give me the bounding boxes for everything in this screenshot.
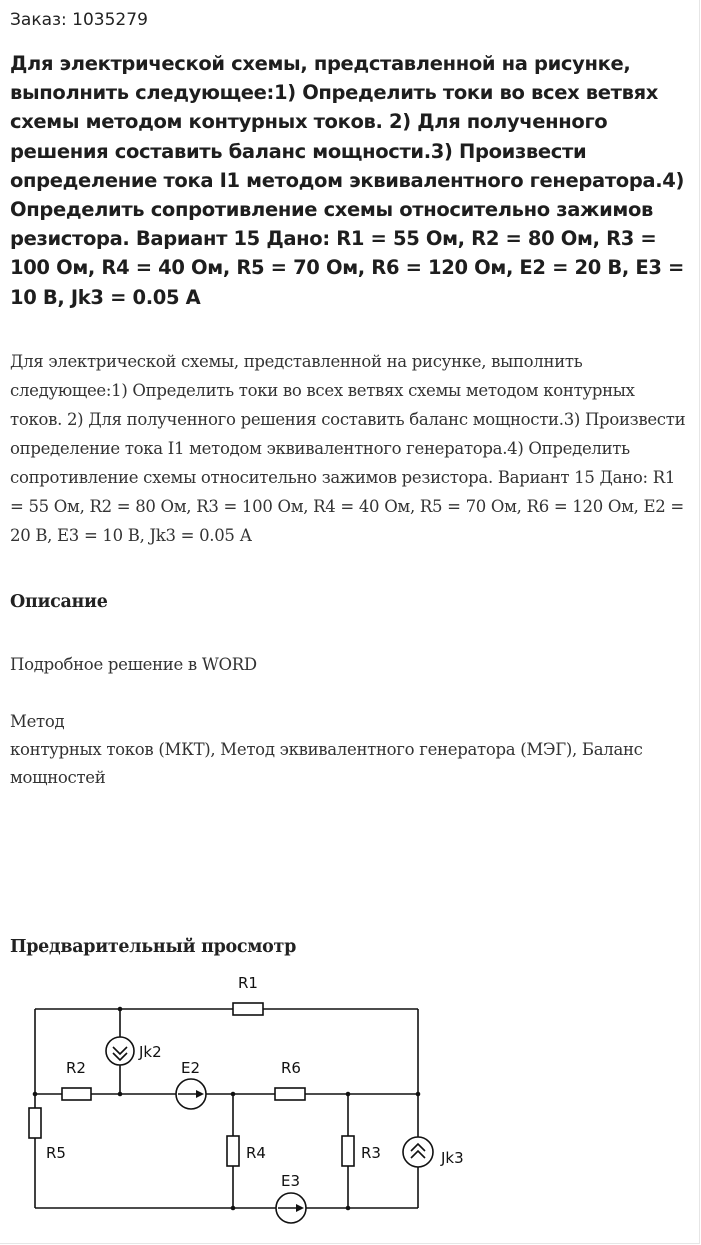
label-r3: R3 bbox=[361, 1144, 381, 1162]
resistor-r6 bbox=[275, 1088, 305, 1100]
description-heading: Описание bbox=[10, 592, 108, 612]
order-number: Заказ: 1035279 bbox=[10, 10, 148, 30]
page-title: Для электрической схемы, представленной на рисунке, выполнить следующее:1) Определить токи во всех ветвях схемы методом контурных токов. 2) Для полученного решения составить баланс мощности.3) Произвести определение тока I1 методом эквивалентного генератора.4) Определить сопротивление схемы относительно зажимов резистора. Вариант 15 Дано: R1 = 55 Ом, R2 = 80 Ом, R3 = 100 Ом, R4 = 40 Ом, R5 = 70 Ом, R6 = 120 Ом, E2 = 20 В, E3 = 10 В, Jk3 = 0.05 А bbox=[10, 52, 685, 309]
current-source-jk2 bbox=[106, 1037, 134, 1065]
label-r5: R5 bbox=[46, 1144, 66, 1162]
current-source-jk3 bbox=[403, 1137, 433, 1167]
methods-line: контурных токов (МКТ), Метод эквивалентного генератора (МЭГ), Баланс мощностей bbox=[10, 740, 643, 787]
preview-heading: Предварительный просмотр bbox=[10, 937, 297, 957]
resistor-r3 bbox=[342, 1136, 354, 1166]
resistor-r1 bbox=[233, 1003, 263, 1015]
label-r6: R6 bbox=[281, 1059, 301, 1077]
method-label: Метод bbox=[10, 712, 65, 731]
junctions bbox=[33, 1007, 421, 1211]
detail-line: Подробное решение в WORD bbox=[10, 655, 257, 674]
label-r1: R1 bbox=[238, 974, 258, 992]
label-r4: R4 bbox=[246, 1144, 266, 1162]
label-jk2: Jk2 bbox=[139, 1043, 162, 1061]
resistor-r2 bbox=[62, 1088, 91, 1100]
circuit-diagram bbox=[0, 970, 701, 1240]
label-e2: E2 bbox=[181, 1059, 201, 1077]
emf-source-e3 bbox=[276, 1193, 306, 1223]
label-r2: R2 bbox=[66, 1059, 86, 1077]
label-jk3: Jk3 bbox=[441, 1149, 464, 1167]
resistor-r5 bbox=[29, 1108, 41, 1138]
task-description: Для электрической схемы, представленной на рисунке, выполнить следующее:1) Определить токи во всех ветвях схемы методом контурных токов. 2) Для полученного решения составить баланс мощности.3) Произвести определение тока I1 методом эквивалентного генератора.4) Определить сопротивление схемы относительно зажимов резистора. Вариант 15 Дано: R1 = 55 Ом, R2 = 80 Ом, R3 = 100 Ом, R4 = 40 Ом, R5 = 70 Ом, R6 = 120 Ом, E2 = 20 В, E3 = 10 В, Jk3 = 0.05 А bbox=[10, 352, 686, 545]
emf-source-e2 bbox=[176, 1079, 206, 1109]
label-e3: E3 bbox=[281, 1172, 301, 1190]
resistor-r4 bbox=[227, 1136, 239, 1166]
